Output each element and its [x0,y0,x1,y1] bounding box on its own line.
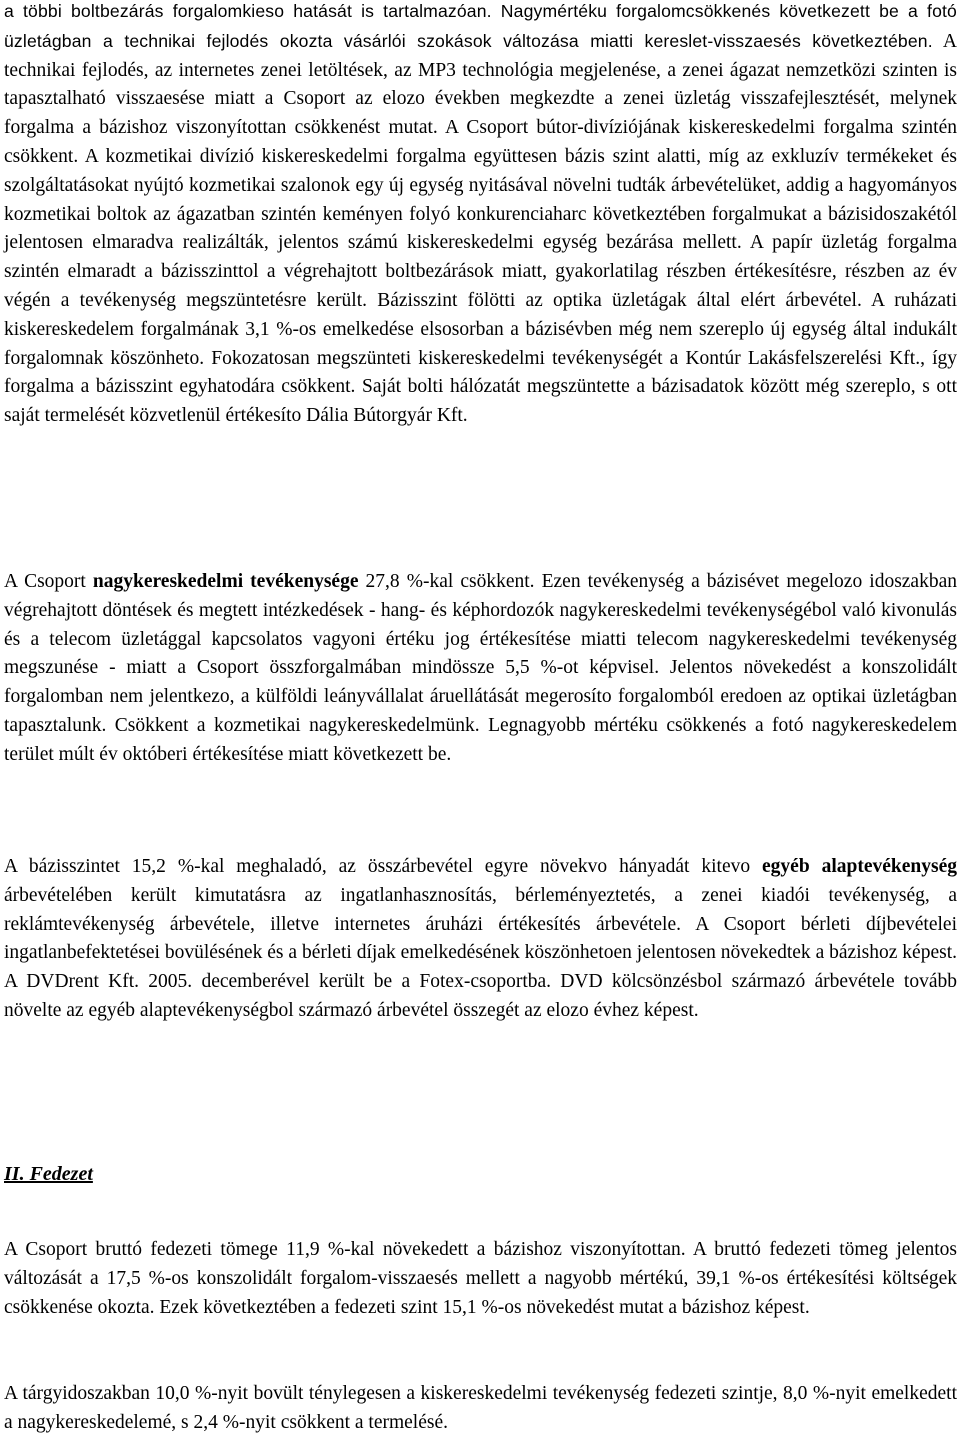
paragraph-margin: A Csoport bruttó fedezeti tömege 11,9 %-kal növekedett a bázishoz viszonyítottan. A bruttó fedezeti tömeg jelentos változását a 17,5 %-os konszolidált forgalom-visszaesés mellett a nagyobb mértékú, 39,1 %-os értékesítési költségek csökkenése okozta. Ezek következtében a fedezeti szint 15,1 %-os növekedést mutat a bázishoz képest. [4,1239,957,1318]
retail-cosmetics-text: A kozmetikai divízió kiskereskedelmi forgalma együttesen bázis szint alatti, míg az exkluzív termékeket és szolgáltatásokat nyújtó kozmetikai szalonok egy új egység nyitásával növelni tudták árbevételüket, addig a hagyományos kozmetikai boltok az ágazatban szintén keményen folyó konkurenciaharc következtében forgalmukat a bázisidoszakétól jelentosen elmaradva realizálták, jelentos számú kiskereskedelmi egység bezárása mellett. A papír üzletág forgalma szintén elmaradt a bázisszinttol a végrehajtott boltbezárások miatt, gyakorlatilag részben értékesítésre, részben az év végén a tevékenység megszüntetésre került. Bázisszint fölötti az optika üzletágak által elért árbevétel. A ruházati kiskereskedelem forgalmának 3,1 %-os emelkedése elsosorban a bázisévben még nem szereplo új egység által indukált forgalomnak köszönheto. Fokozatosan megszünteti kiskereskedelmi tevékenységét a Kontúr Lakásfelszerelési Kft., így forgalma a bázisszint egyhatodára csökkent. Saját bolti hálózatát megszüntette a bázisadatok között még szereplo, s ott saját termelését közvetlenül értékesíto Dália Bútorgyár Kft. [4,145,957,427]
other-body-text: árbevételében került kimutatásra az ingatlanhasznosítás, bérleményeztetés, a zenei kiadói tevékenység, a reklámtevékenység árbevétele, illetve internetes áruházi értékesítés árbevétele. A Csoport bérleti díjbevételei ingatlanbefektetései bovülésének és a bérleti díjak emelkedésének köszönhetoen jelentosen növekedtek a bázishoz képest. A DVDrent Kft. 2005. decemberével került be a Fotex-csoportba. DVD kölcsönzésbol származó árbevétele tovább növelte az egyéb alaptevékenységbol származó árbevétel összegét az elozo évhez képest. [4,884,957,1021]
section-heading: II. Fedezet [4,1163,93,1185]
paragraph-wholesale [4,568,957,770]
other-lead-text: A bázisszintet 15,2 %-kal meghaladó, az összárbevétel egyre növekvo hányadát kitevo [4,856,763,877]
wholesale-bold-term: nagykereskedelmi tevékenysége [92,571,359,592]
retail-intro-text: a többi boltbezárás forgalomkieso hatását is tartalmazóan. Nagymértéku forgalomcsökkenés következett be a fotó üzletágban a technikai fejlodés okozta vásárlói szokások változása miatti kereslet-visszaesés következtében. [4,1,957,51]
retail-music-text: A technikai fejlodés, az internetes zenei letöltések, az MP3 technológia megjelenése, a zenei ágazat nemzetközi szinten is tapasztalható visszaesése miatt a Csoport az elozo években megkezdte a zenei üzletág visszafejlesztését, melynek forgalma a bázishoz viszonyítottan csökkenést mutat. A Csoport bútor-divíziójának kiskereskedelmi forgalma szintén csökkent. [4,30,958,167]
wholesale-body-text: 27,8 %-kal csökkent. Ezen tevékenység a bázisévet megelozo idoszakban végrehajtott döntések és megtett intézkedések - hang- és képhordozók nagykereskedelmi tevékenységébol való kivonulás és a telecom üzletággal kapcsolatos vagyoni értéku jog értékesítése miatti telecom nagykereskedelmi tevékenység megszunése - miatt a Csoport összforgalmában mindössze 5,5 %-ot képvisel. Jelentos növekedést a konszolidált forgalomban nem jelentkezo, a külföldi leányvállalat áruellátását megerosíto forgalomból eredoen az optikai üzletágban tapasztalunk. Csökkent a kozmetikai nagykereskedelmünk. Legnagyobb mértéku csökkenés a fotó nagykereskedelem terület múlt év októberi értékesítése miatt következett be. [4,571,957,765]
other-bold-term: egyéb alaptevékenység [762,856,958,877]
paragraph-retail [4,0,957,431]
paragraph-margin-levels: A tárgyidoszakban 10,0 %-nyit bovült ténylegesen a kiskereskedelmi tevékenység fedezeti szintje, 8,0 %-nyit emelkedett a nagykereskedelemé, s 2,4 %-nyit csökkent a termelésé. [4,1383,957,1433]
wholesale-lead-text: A Csoport [4,571,93,592]
paragraph-other-activities [4,853,957,1026]
